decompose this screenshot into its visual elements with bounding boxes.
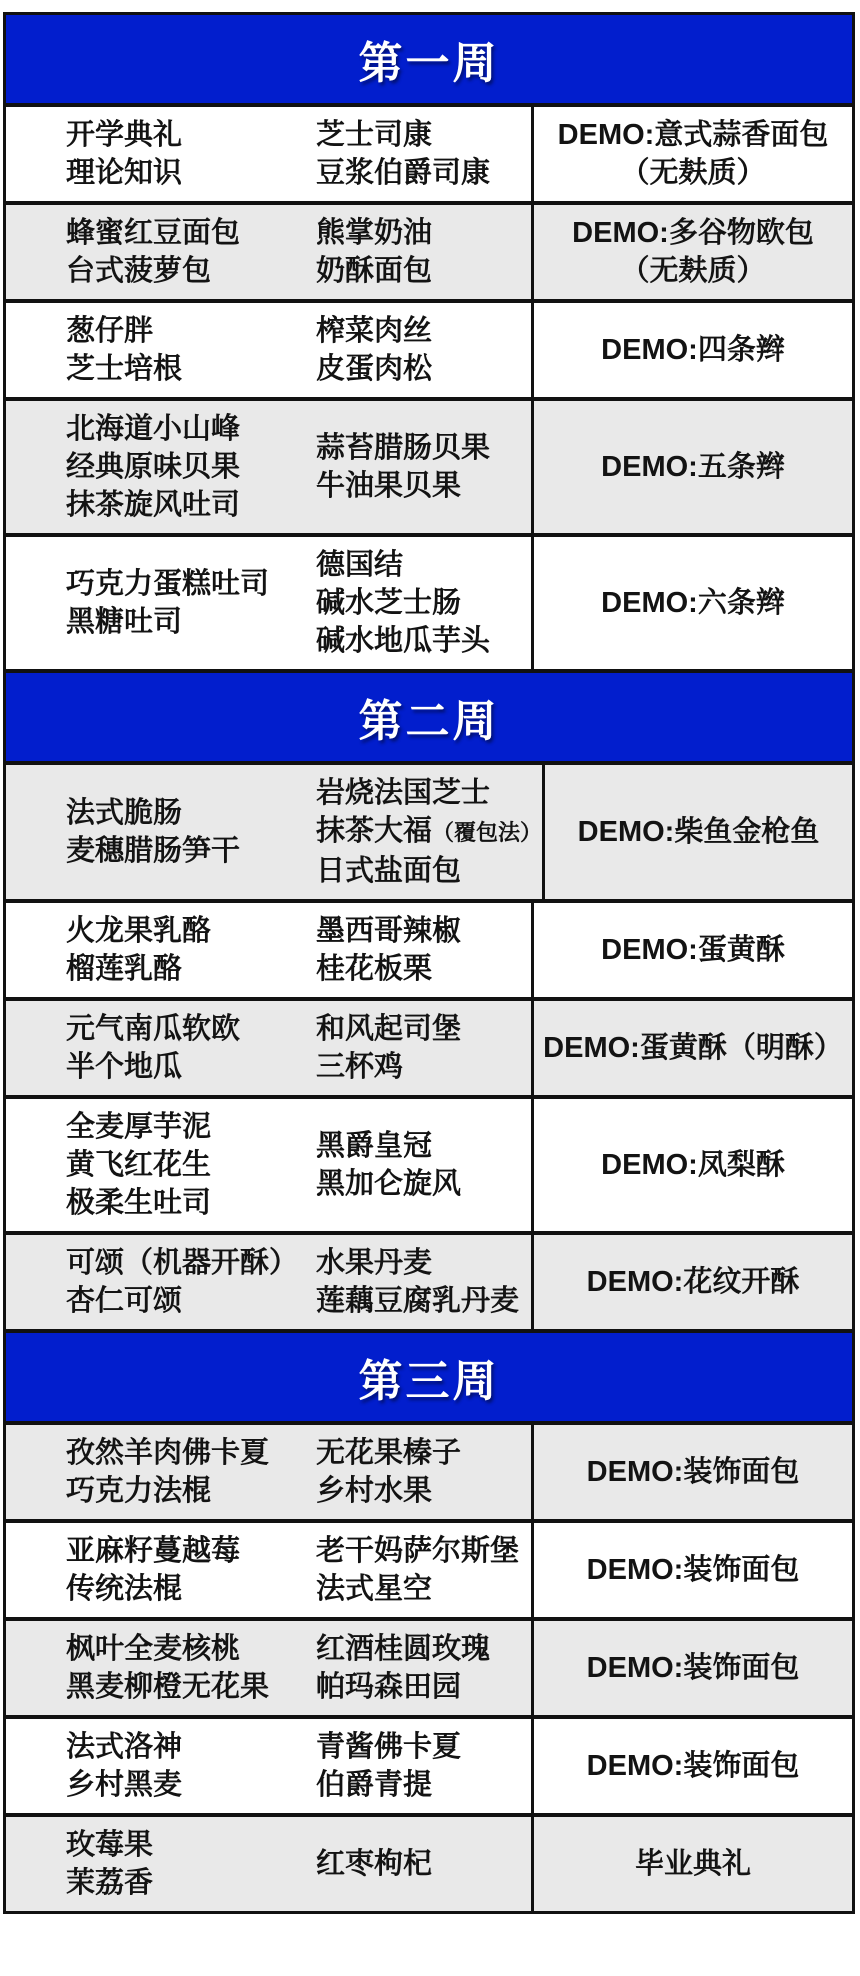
- items-cell: [6, 1719, 531, 1813]
- schedule-row: [6, 765, 852, 903]
- schedule-row: [6, 1099, 852, 1235]
- menu-item: 葱仔胖: [66, 315, 154, 347]
- items-column-2: [316, 774, 542, 890]
- menu-item-note: （覆包法）: [432, 820, 543, 845]
- week-rows: [6, 1425, 852, 1911]
- menu-item: 熊掌奶油: [316, 217, 433, 249]
- demo-label: DEMO:装饰面包: [586, 1652, 800, 1684]
- items-cell: [6, 903, 531, 997]
- demo-cell: [531, 1425, 852, 1519]
- menu-item: 理论知识: [66, 157, 183, 189]
- menu-item: 经典原味贝果: [66, 451, 241, 483]
- demo-cell: [531, 903, 852, 997]
- items-column-2: [316, 312, 531, 388]
- items-cell: [6, 1235, 531, 1329]
- items-column-2: [316, 546, 531, 660]
- items-cell: [6, 107, 531, 201]
- items-column-2: [316, 1630, 531, 1706]
- menu-item: 茉荔香: [66, 1867, 154, 1899]
- menu-item: 和风起司堡: [316, 1013, 462, 1045]
- items-column-2: [316, 214, 531, 290]
- items-column-1: [6, 565, 316, 641]
- menu-item: 法式脆肠: [66, 797, 183, 829]
- menu-item: 玫莓果: [66, 1829, 154, 1861]
- menu-item: 黑加仑旋风: [316, 1168, 462, 1200]
- menu-item: 榴莲乳酪: [66, 953, 183, 985]
- items-column-2: [316, 116, 531, 192]
- demo-label: DEMO:凤梨酥: [601, 1149, 785, 1181]
- menu-item: 可颂（机器开酥）: [66, 1247, 299, 1279]
- menu-item: 岩烧法国芝士: [316, 777, 491, 809]
- menu-item: 黑糖吐司: [66, 606, 183, 638]
- week-section-3: [6, 1333, 852, 1911]
- demo-cell: [542, 765, 852, 899]
- items-cell: [6, 537, 531, 669]
- menu-item: 红枣枸杞: [316, 1848, 433, 1880]
- items-cell: [6, 765, 542, 899]
- menu-item: 乡村水果: [316, 1475, 433, 1507]
- schedule-row: [6, 401, 852, 537]
- week-section-2: [6, 673, 852, 1333]
- demo-label: DEMO:蛋黄酥: [601, 934, 785, 966]
- menu-item: 元气南瓜软欧: [66, 1013, 241, 1045]
- menu-item: 法式星空: [316, 1573, 433, 1605]
- items-column-1: [6, 1532, 316, 1608]
- menu-item: 巧克力法棍: [66, 1475, 212, 1507]
- items-column-1: [6, 912, 316, 988]
- items-cell: [6, 1523, 531, 1617]
- items-column-1: [6, 410, 316, 524]
- demo-label: 毕业典礼: [634, 1848, 751, 1880]
- week-header: [6, 15, 852, 107]
- demo-label: DEMO:花纹开酥: [586, 1266, 800, 1298]
- demo-cell: [531, 1523, 852, 1617]
- menu-item: 传统法棍: [66, 1573, 183, 1605]
- week-header: [6, 673, 852, 765]
- week-rows: [6, 765, 852, 1333]
- menu-item: 德国结: [316, 549, 404, 581]
- demo-cell: [531, 1001, 852, 1095]
- menu-item: 碱水地瓜芋头: [316, 625, 491, 657]
- menu-item: 蜂蜜红豆面包: [66, 217, 241, 249]
- schedule-row: [6, 303, 852, 401]
- demo-label: DEMO:装饰面包: [586, 1750, 800, 1782]
- schedule-row: [6, 107, 852, 205]
- items-cell: [6, 303, 531, 397]
- menu-item: 蒜苔腊肠贝果: [316, 432, 491, 464]
- menu-item: 半个地瓜: [66, 1051, 183, 1083]
- menu-item: 杏仁可颂: [66, 1285, 183, 1317]
- week-section-1: [6, 15, 852, 673]
- demo-cell: [531, 205, 852, 299]
- demo-label: DEMO:柴鱼金枪鱼: [577, 816, 820, 848]
- items-column-1: [6, 1108, 316, 1222]
- schedule-row: [6, 1001, 852, 1099]
- schedule-row: [6, 1235, 852, 1333]
- items-column-2: [316, 1127, 531, 1203]
- schedule-row: [6, 1719, 852, 1817]
- menu-item: 芝士培根: [66, 353, 183, 385]
- week-title: 第二周: [358, 697, 500, 746]
- menu-item: 皮蛋肉松: [316, 353, 433, 385]
- items-cell: [6, 1621, 531, 1715]
- menu-item: 莲藕豆腐乳丹麦: [316, 1285, 520, 1317]
- menu-item: 青酱佛卡夏: [316, 1731, 462, 1763]
- items-column-1: [6, 1434, 316, 1510]
- items-column-2: [316, 1845, 531, 1883]
- schedule-row: [6, 1817, 852, 1911]
- items-cell: [6, 1001, 531, 1095]
- items-column-1: [6, 116, 316, 192]
- menu-item: 孜然羊肉佛卡夏: [66, 1437, 270, 1469]
- items-column-2: [316, 429, 531, 505]
- demo-cell: [531, 537, 852, 669]
- demo-cell: [531, 1621, 852, 1715]
- menu-item: 亚麻籽蔓越莓: [66, 1535, 241, 1567]
- menu-item: 枫叶全麦核桃: [66, 1633, 241, 1665]
- demo-label: DEMO:六条辫: [601, 587, 785, 619]
- demo-label: DEMO:意式蒜香面包: [557, 119, 829, 151]
- menu-item: 奶酥面包: [316, 255, 433, 287]
- menu-item: 全麦厚芋泥: [66, 1111, 212, 1143]
- items-column-2: [316, 1532, 531, 1608]
- menu-item: 无花果榛子: [316, 1437, 462, 1469]
- demo-cell: [531, 1235, 852, 1329]
- items-column-1: [6, 1826, 316, 1902]
- demo-label: DEMO:装饰面包: [586, 1456, 800, 1488]
- demo-cell: [531, 1719, 852, 1813]
- items-column-1: [6, 1244, 316, 1320]
- items-cell: [6, 1425, 531, 1519]
- menu-item: 伯爵青提: [316, 1769, 433, 1801]
- menu-item: 火龙果乳酪: [66, 915, 212, 947]
- schedule-row: [6, 903, 852, 1001]
- demo-label: （无麸质）: [620, 157, 766, 189]
- menu-item: 北海道小山峰: [66, 413, 241, 445]
- menu-item: 牛油果贝果: [316, 470, 462, 502]
- menu-item: 台式菠萝包: [66, 255, 212, 287]
- demo-cell: [531, 1817, 852, 1911]
- menu-item: 法式洛神: [66, 1731, 183, 1763]
- demo-cell: [531, 401, 852, 533]
- menu-item: 乡村黑麦: [66, 1769, 183, 1801]
- menu-item: 豆浆伯爵司康: [316, 157, 491, 189]
- menu-item: 抹茶大福: [316, 815, 433, 847]
- items-cell: [6, 205, 531, 299]
- items-cell: [6, 1099, 531, 1231]
- items-column-1: [6, 312, 316, 388]
- items-column-2: [316, 1728, 531, 1804]
- menu-item: 极柔生吐司: [66, 1187, 212, 1219]
- menu-item: 红酒桂圆玫瑰: [316, 1633, 491, 1665]
- menu-item: 巧克力蛋糕吐司: [66, 568, 270, 600]
- items-column-2: [316, 1244, 531, 1320]
- menu-item: 开学典礼: [66, 119, 183, 151]
- demo-label: DEMO:五条辫: [601, 451, 785, 483]
- menu-item: 榨菜肉丝: [316, 315, 433, 347]
- schedule-row: [6, 537, 852, 673]
- schedule-row: [6, 1523, 852, 1621]
- demo-cell: [531, 107, 852, 201]
- menu-item: 黑爵皇冠: [316, 1130, 433, 1162]
- menu-item: 老干妈萨尔斯堡: [316, 1535, 520, 1567]
- menu-item: 黑麦柳橙无花果: [66, 1671, 270, 1703]
- schedule-row: [6, 1425, 852, 1523]
- items-column-2: [316, 1434, 531, 1510]
- items-column-1: [6, 214, 316, 290]
- schedule-table: [3, 12, 855, 1914]
- demo-label: DEMO:装饰面包: [586, 1554, 800, 1586]
- menu-item: 抹茶旋风吐司: [66, 489, 241, 521]
- items-column-1: [6, 1630, 316, 1706]
- menu-item: 墨西哥辣椒: [316, 915, 462, 947]
- schedule-row: [6, 1621, 852, 1719]
- demo-label: （无麸质）: [620, 255, 766, 287]
- menu-item: 水果丹麦: [316, 1247, 433, 1279]
- menu-item: 黄飞红花生: [66, 1149, 212, 1181]
- menu-item: [316, 812, 542, 852]
- menu-item: 桂花板栗: [316, 953, 433, 985]
- menu-item: 芝士司康: [316, 119, 433, 151]
- schedule-row: [6, 205, 852, 303]
- demo-cell: [531, 1099, 852, 1231]
- week-header: [6, 1333, 852, 1425]
- menu-item: 三杯鸡: [316, 1051, 404, 1083]
- menu-item: 日式盐面包: [316, 855, 462, 887]
- items-column-1: [6, 1728, 316, 1804]
- demo-label: DEMO:多谷物欧包: [572, 217, 814, 249]
- menu-item: 碱水芝士肠: [316, 587, 462, 619]
- demo-label: DEMO:四条辫: [601, 334, 785, 366]
- menu-item: 麦穗腊肠笋干: [66, 835, 241, 867]
- demo-label: DEMO:蛋黄酥（明酥）: [543, 1032, 843, 1064]
- items-cell: [6, 401, 531, 533]
- items-column-1: [6, 1010, 316, 1086]
- week-title: 第三周: [358, 1357, 500, 1406]
- items-column-2: [316, 1010, 531, 1086]
- demo-cell: [531, 303, 852, 397]
- week-title: 第一周: [358, 39, 500, 88]
- items-cell: [6, 1817, 531, 1911]
- items-column-1: [6, 794, 316, 870]
- week-rows: [6, 107, 852, 673]
- items-column-2: [316, 912, 531, 988]
- menu-item: 帕玛森田园: [316, 1671, 462, 1703]
